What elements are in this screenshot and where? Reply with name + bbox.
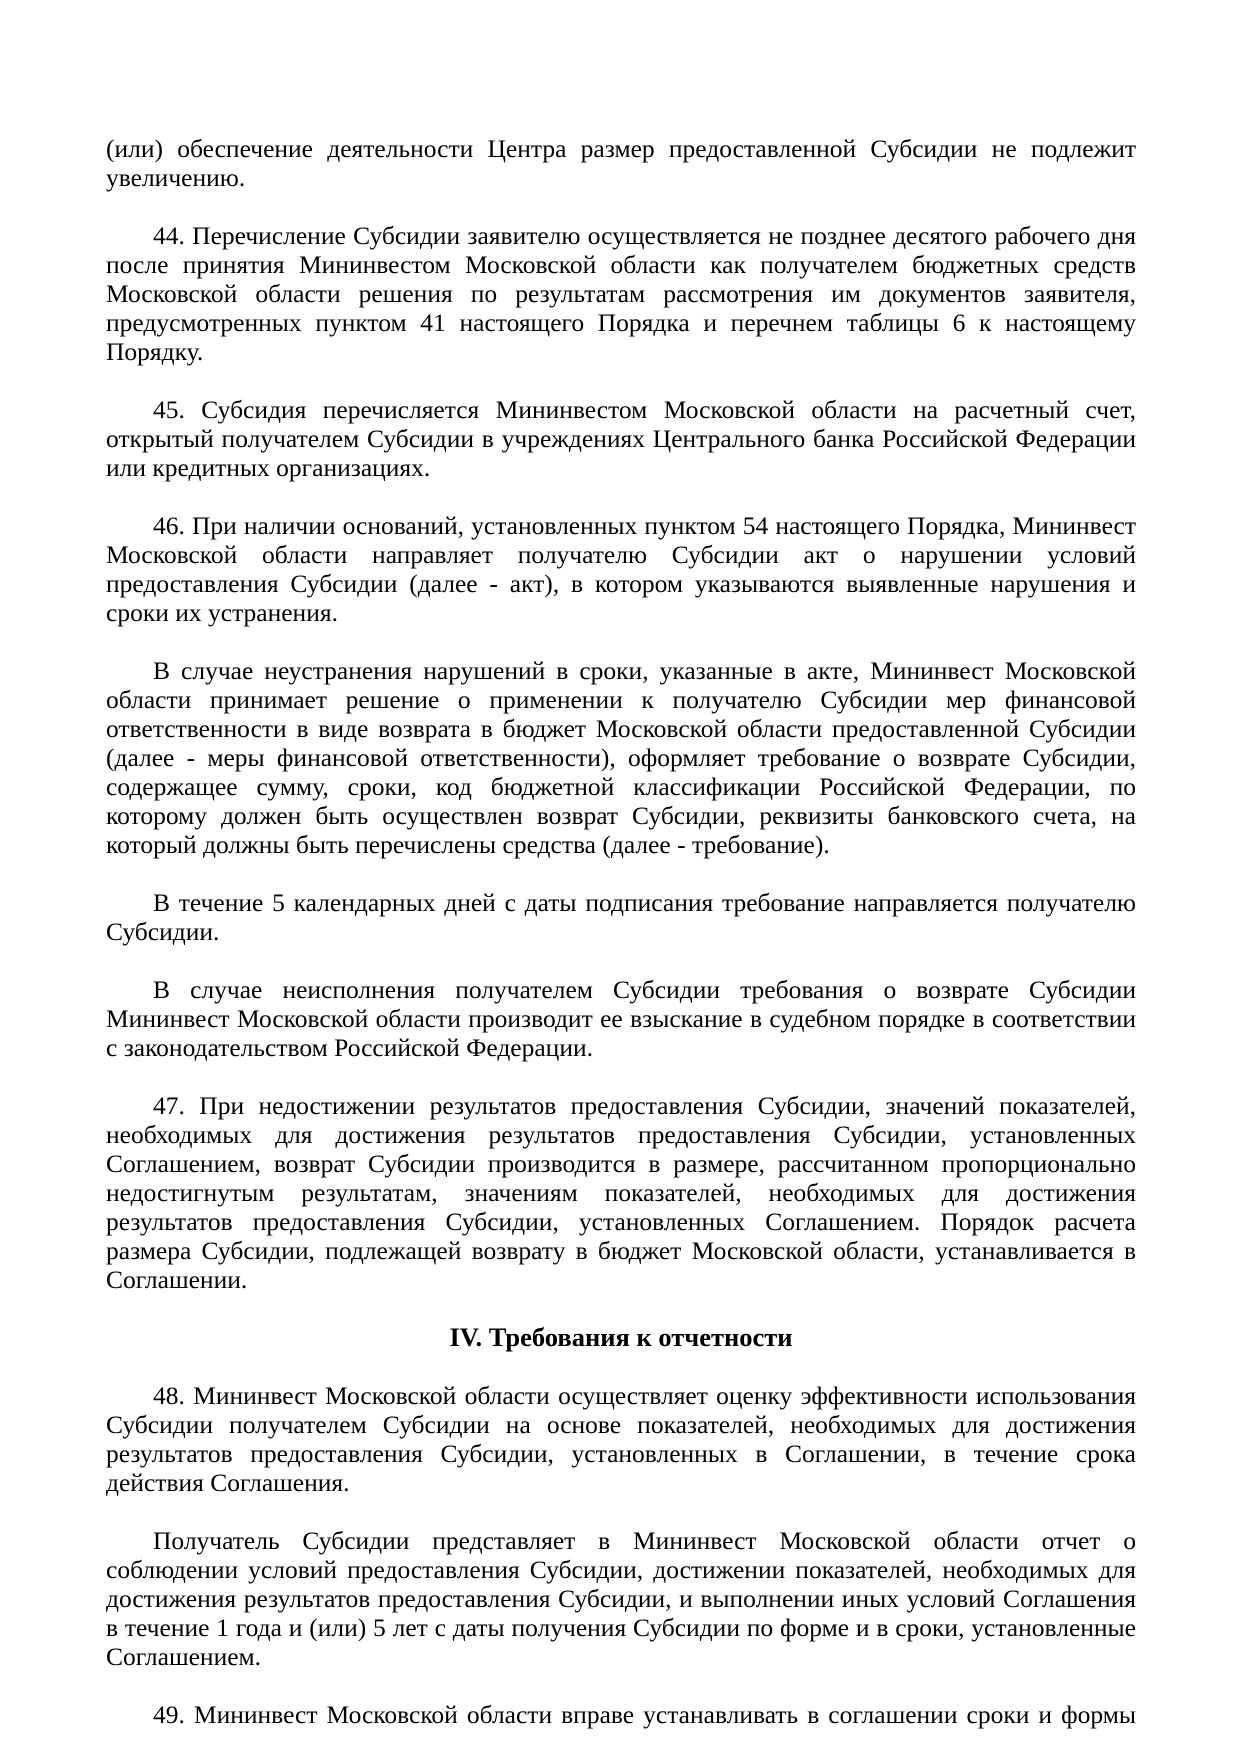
paragraph-continuation: (или) обеспечение деятельности Центра размер предоставленной Субсидии не подлежит увеличению. — [106, 134, 1136, 192]
paragraph-46-sub-2: В течение 5 календарных дней с даты подписания требование направляется получателю Субсидии. — [106, 888, 1136, 946]
paragraph-46-sub-3: В случае неисполнения получателем Субсидии требования о возврате Субсидии Мининвест Московской области производит ее взыскание в судебном порядке в соответствии с законодательством Российской Федерации. — [106, 975, 1136, 1062]
paragraph-47: 47. При недостижении результатов предоставления Субсидии, значений показателей, необходимых для достижения результатов предоставления Субсидии, установленных Соглашением, возврат Субсидии производится в размере, рассчитанном пропорционально недостигнутым результатам, значениям показателей, необходимых для достижения результатов предоставления Субсидии, установленных Соглашением. Порядок расчета размера Субсидии, подлежащей возврату в бюджет Московской области, устанавливается в Соглашении. — [106, 1091, 1136, 1294]
paragraph-48: 48. Мининвест Московской области осуществляет оценку эффективности использования Субсидии получателем Субсидии на основе показателей, необходимых для достижения результатов предоставления Субсидии, установленных в Соглашении, в течение срока действия Соглашения. — [106, 1381, 1136, 1497]
section-heading-iv: IV. Требования к отчетности — [449, 1322, 793, 1352]
paragraph-48-sub-1: Получатель Субсидии представляет в Мининвест Московской области отчет о соблюдении условий предоставления Субсидии, достижении показателей, необходимых для достижения результатов предоставления Субсидии, и выполнении иных условий Соглашения в течение 1 года и (или) 5 лет с даты получения Субсидии по форме и в сроки, установленные Соглашением. — [106, 1526, 1136, 1671]
paragraph-49: 49. Мининвест Московской области вправе устанавливать в соглашении сроки и формы — [153, 1700, 1136, 1729]
paragraph-46-sub-1: В случае неустранения нарушений в сроки, указанные в акте, Мининвест Московской области принимает решение о применении к получателю Субсидии мер финансовой ответственности в виде возврата в бюджет Московской области предоставленной Субсидии (далее - меры финансовой ответственности), оформляет требование о возврате Субсидии, содержащее сумму, сроки, код бюджетной классификации Российской Федерации, по которому должен быть осуществлен возврат Субсидии, реквизиты банковского счета, на который должны быть перечислены средства (далее - требование). — [106, 656, 1136, 859]
paragraph-44: 44. Перечисление Субсидии заявителю осуществляется не позднее десятого рабочего дня после принятия Мининвестом Московской области как получателем бюджетных средств Московской области решения по результатам рассмотрения им документов заявителя, предусмотренных пунктом 41 настоящего Порядка и перечнем таблицы 6 к настоящему Порядку. — [106, 221, 1136, 366]
paragraph-45: 45. Субсидия перечисляется Мининвестом Московской области на расчетный счет, открытый получателем Субсидии в учреждениях Центрального банка Российской Федерации или кредитных организациях. — [106, 395, 1136, 482]
paragraph-46: 46. При наличии оснований, установленных пунктом 54 настоящего Порядка, Мининвест Московской области направляет получателю Субсидии акт о нарушении условий предоставления Субсидии (далее - акт), в котором указываются выявленные нарушения и сроки их устранения. — [106, 511, 1136, 627]
